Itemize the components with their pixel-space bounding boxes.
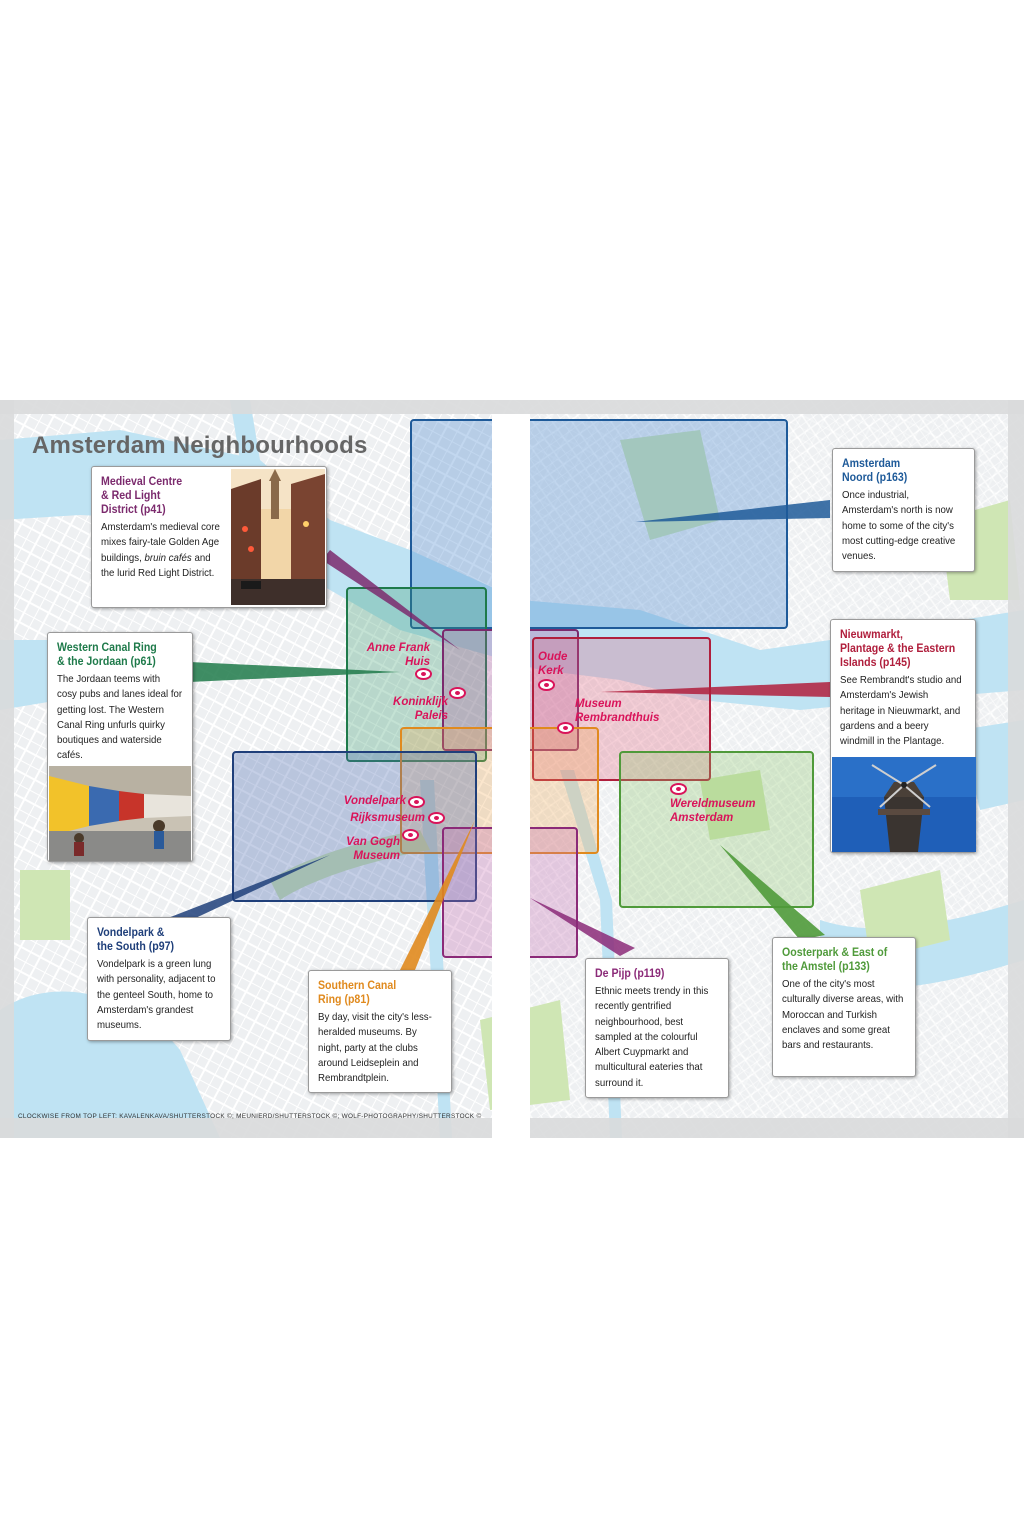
sight-label-rijksmuseum: Rijksmuseum [350,812,425,824]
nieuwmarkt-title: Nieuwmarkt, Plantage & the Eastern Islands (p145) [840,629,956,669]
book-gutter [492,414,530,1138]
map-spread [0,400,1024,1138]
sight-eye-icon [449,687,466,699]
nieuwmarkt-card [830,619,976,853]
sight-label-rembrandthuis: Museum Rembrandthuis [575,698,660,724]
medieval-photo [231,469,325,605]
southern-body: By day, visit the city's less-heralded museums. By night, party at the clubs around Leidseplein and Rembrandtplein. [318,1011,432,1085]
sight-label-vondelpark: Vondelpark [343,795,406,807]
western-title: Western Canal Ring & the Jordaan (p61) [57,642,157,668]
depijp-title: De Pijp (p119) [595,968,665,980]
sight-label-van-gogh: Van Gogh Museum [346,836,400,862]
noord-card [832,448,975,572]
oosterpark-area [620,752,813,907]
sight-eye-icon [408,796,425,808]
medieval-title: Medieval Centre & Red Light District (p41) [101,476,183,516]
depijp-card [585,958,729,1098]
vondelpark-body: Vondelpark is a green lung with personality, adjacent to the genteel South, home to Amsterdam's grandest museums. [97,958,216,1032]
medieval-card [91,466,327,608]
sight-eye-icon [402,829,419,841]
oosterpark-card [772,937,916,1077]
southern-title: Southern Canal Ring (p81) [318,980,397,1006]
photo-credits: CLOCKWISE FROM TOP LEFT: KAVALENKAVA/SHUTTERSTOCK ©; MEUNIERD/SHUTTERSTOCK ©; WOLF-PHOTOGRAPHY/SHUTTERSTOCK © [18,1113,482,1120]
sight-label-wereldmuseum: Wereldmuseum Amsterdam [670,798,756,824]
western-card [47,632,193,862]
sight-label-koninklijk: Koninklijk Paleis [393,696,448,722]
noord-body: Once industrial, Amsterdam's north is now home to some of the city's most cutting-edge creative venues. [842,489,956,563]
nieuwmarkt-photo [832,757,976,852]
oosterpark-body: One of the city's most culturally diverse areas, with Moroccan and Turkish enclaves and some great bars and restaurants. [782,978,904,1052]
sight-eye-icon [670,783,687,795]
western-body: The Jordaan teems with cosy pubs and lanes ideal for getting lost. The Western Canal Ring unfurls quirky boutiques and waterside cafés. [57,673,183,762]
sight-label-oude-kerk: Oude Kerk [538,651,568,677]
nieuwmarkt-body: See Rembrandt's studio and Amsterdam's Jewish heritage in Nieuwmarkt, and gardens and a beery windmill in the Plantage. [840,674,962,748]
vondelpark-title: Vondelpark & the South (p97) [97,927,175,953]
sight-label-anne-frank: Anne Frank Huis [366,642,430,668]
sight-eye-icon [415,668,432,680]
medieval-body: Amsterdam's medieval core mixes fairy-tale Golden Age buildings, bruin cafés and the lurid Red Light District. [101,521,220,579]
western-photo [49,766,191,861]
page-title: Amsterdam Neighbourhoods [32,432,368,459]
sight-eye-icon [428,812,445,824]
depijp-body: Ethnic meets trendy in this recently gentrified neighbourhood, best sampled at the colourful Albert Cuypmarkt and multicultural eateries that surround it. [595,985,709,1089]
southern-card [308,970,452,1093]
vondelpark-card [87,917,231,1041]
sight-eye-icon [538,679,555,691]
sight-eye-icon [557,722,574,734]
noord-title: Amsterdam Noord (p163) [842,458,908,484]
oosterpark-title: Oosterpark & East of the Amstel (p133) [782,947,888,973]
